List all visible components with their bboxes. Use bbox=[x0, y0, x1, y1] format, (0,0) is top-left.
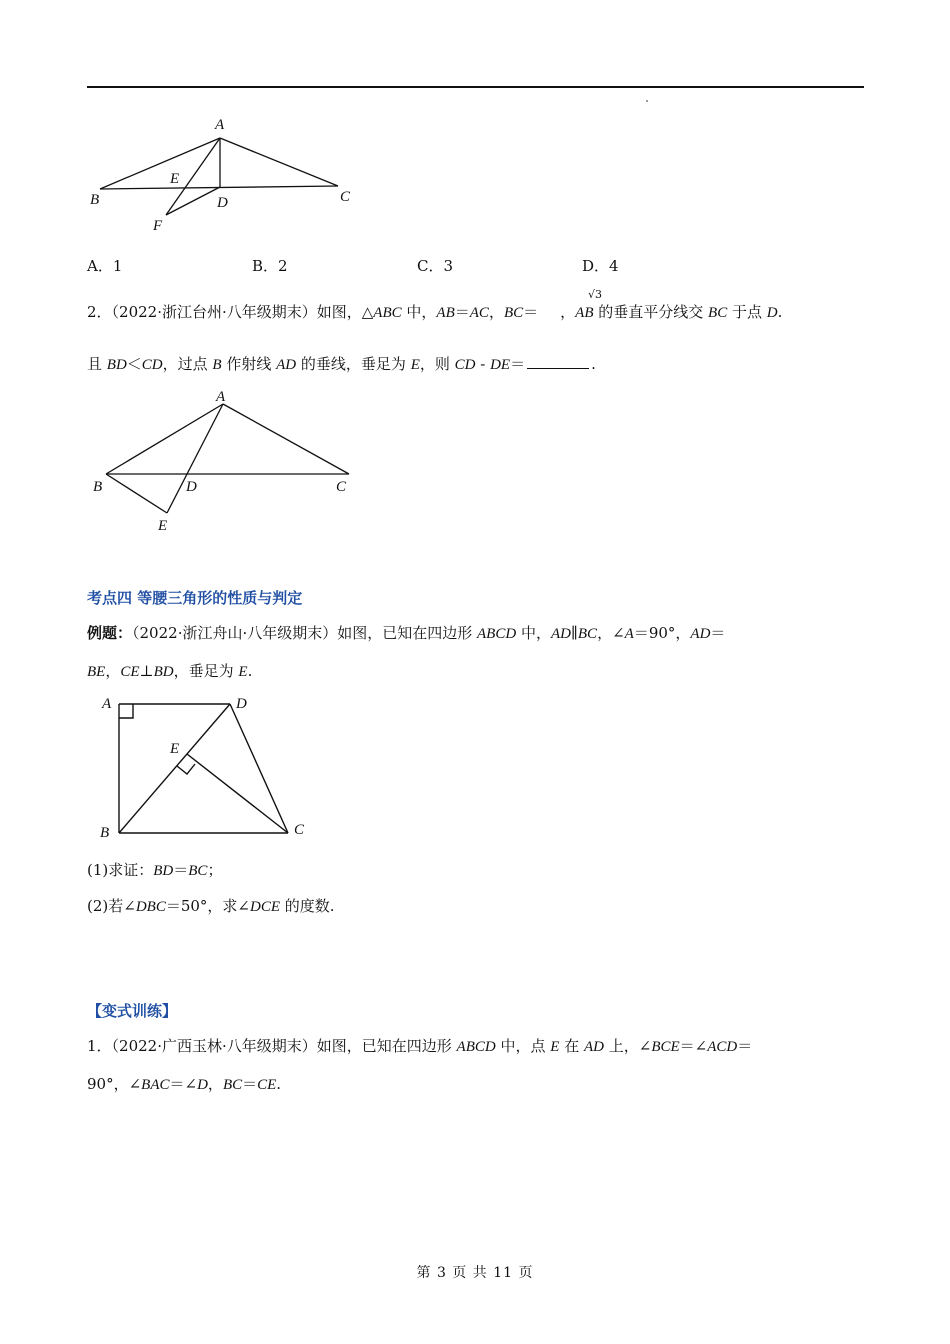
fig2-label-a: A bbox=[216, 389, 226, 405]
part-2: (2)若∠DBC＝50°，求∠DCE 的度数. bbox=[87, 897, 335, 915]
variant-title: 【变式训练】 bbox=[87, 1002, 178, 1020]
fig1-label-d: D bbox=[217, 195, 228, 211]
fig1-label-b: B bbox=[90, 192, 100, 208]
choice-d[interactable] bbox=[582, 256, 619, 276]
variant-1-line-2: 90°，∠BAC＝∠D，BC＝CE. bbox=[87, 1075, 282, 1093]
fig1-label-f: F bbox=[153, 218, 163, 234]
choice-c-value: 3 bbox=[443, 257, 454, 275]
example-label: 例题： bbox=[87, 624, 133, 642]
figure-3 bbox=[90, 692, 320, 842]
example-line-2: BE，CE⊥BD，垂足为 E. bbox=[87, 662, 253, 680]
variant-1-line-1: 1．（2022·广西玉林·八年级期末）如图，已知在四边形 ABCD 中，点 E 在 AD 上，∠BCE＝∠ACD＝ bbox=[87, 1037, 753, 1055]
choice-a-value: 1 bbox=[112, 257, 123, 275]
fig1-label-e: E bbox=[170, 171, 180, 187]
choice-c-letter: C． bbox=[417, 257, 444, 275]
fig2-label-b: B bbox=[93, 479, 103, 495]
part-1: (1)求证：BD＝BC； bbox=[87, 861, 223, 879]
choice-d-value: 4 bbox=[609, 257, 619, 275]
choice-a[interactable] bbox=[87, 256, 122, 276]
question-2-line-1: 2．（2022·浙江台州·八年级期末）如图，△ABC 中，AB＝AC，BC＝ ，AB 的垂直平分线交 BC 于点 D. bbox=[87, 303, 783, 321]
fig1-label-c: C bbox=[340, 189, 351, 205]
page-footer: 第 3 页 共 11 页 bbox=[416, 1265, 534, 1281]
choice-c[interactable] bbox=[417, 256, 453, 276]
answer-blank[interactable] bbox=[527, 354, 589, 369]
example-line-1: 例题：（2022·浙江舟山·八年级期末）如图，已知在四边形 ABCD 中，AD∥BC，∠A＝90°，AD＝ bbox=[87, 624, 726, 642]
fig2-label-e: E bbox=[158, 518, 168, 534]
figure-2 bbox=[84, 386, 364, 536]
fig3-label-d: D bbox=[236, 696, 247, 712]
choice-b[interactable] bbox=[252, 256, 288, 276]
sqrt-three: √3 bbox=[588, 288, 603, 301]
choice-b-value: 2 bbox=[278, 257, 288, 275]
question-2-line-2: 且 BD＜CD，过点 B 作射线 AD 的垂线，垂足为 E，则 CD - DE＝ . bbox=[87, 355, 596, 373]
figure-1 bbox=[80, 112, 370, 237]
fig2-label-d: D bbox=[186, 479, 197, 495]
header-dot bbox=[646, 100, 648, 102]
section-4-title: 考点四 等腰三角形的性质与判定 bbox=[87, 589, 303, 607]
header-rule bbox=[87, 86, 864, 88]
fig2-label-c: C bbox=[336, 479, 347, 495]
fig1-label-a: A bbox=[215, 117, 225, 133]
fig3-label-e: E bbox=[170, 741, 180, 757]
fig3-label-b: B bbox=[100, 825, 110, 841]
choice-d-letter: D． bbox=[582, 257, 610, 275]
fig3-label-c: C bbox=[294, 822, 305, 838]
choice-a-letter: A． bbox=[87, 257, 113, 275]
choice-b-letter: B． bbox=[252, 257, 279, 275]
fig3-label-a: A bbox=[102, 696, 112, 712]
